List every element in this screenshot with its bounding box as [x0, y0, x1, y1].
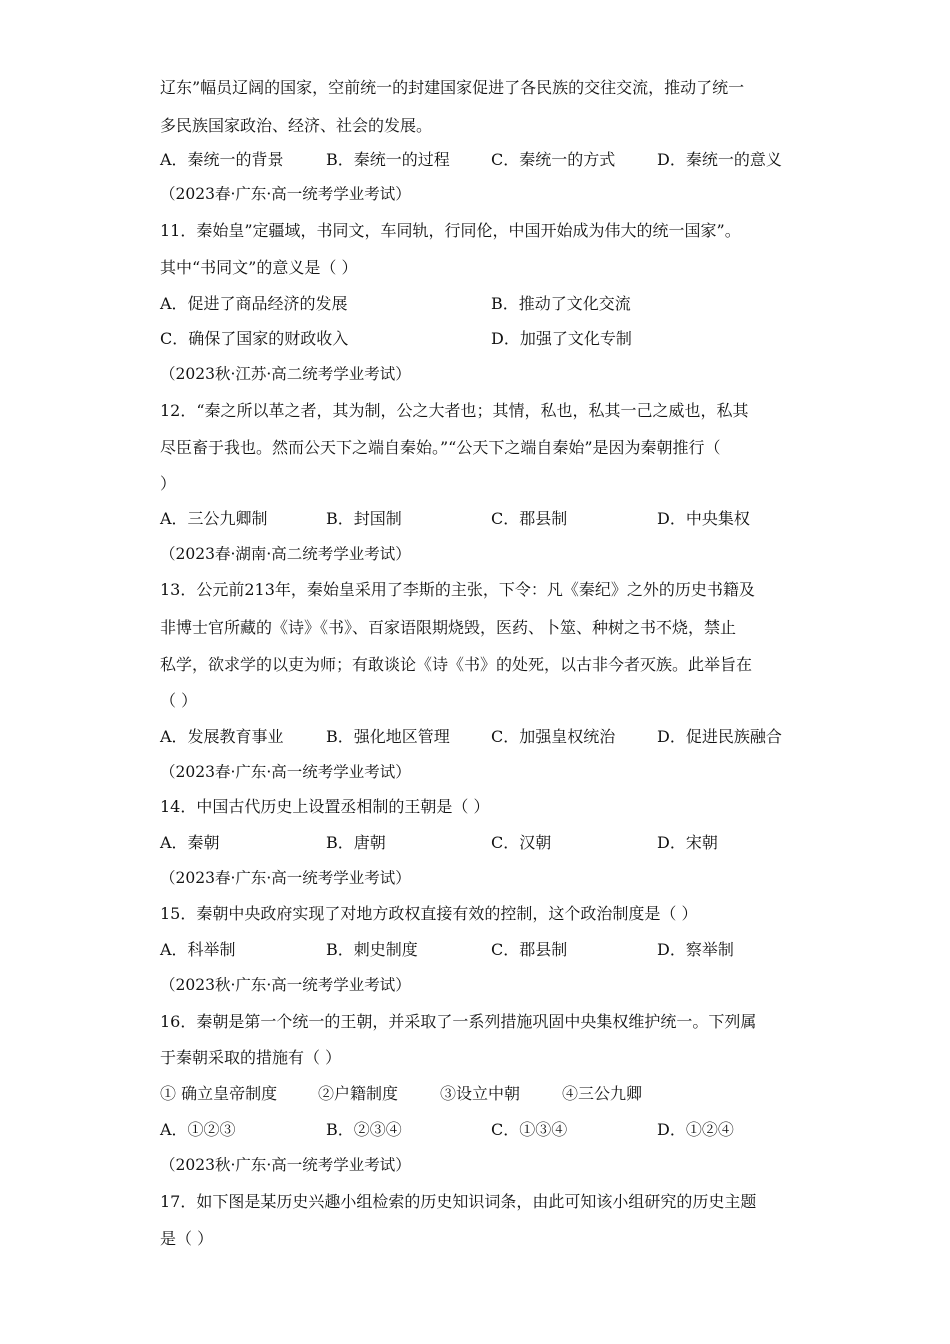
q16-option-d[interactable]: D．①②④: [657, 1120, 734, 1139]
q10-text-line-2: 多民族国家政治、经济、社会的发展。: [160, 116, 433, 135]
q16-item-3: ③设立中朝: [440, 1084, 521, 1103]
q12-text-line-3: ）: [160, 474, 177, 493]
q12-text-line-1: 12．“秦之所以革之者，其为制，公之大者也；其情，私也，私其一己之威也，私其: [160, 401, 749, 420]
q14-text-line-1: 14．中国古代历史上设置丞相制的王朝是（ ）: [160, 797, 490, 816]
q14-option-c[interactable]: C．汉朝: [491, 833, 552, 852]
q15-option-b[interactable]: B．刺史制度: [326, 940, 418, 959]
q14-source: （2023春·广东·高一统考学业考试）: [160, 763, 411, 781]
q10-text-line-1: 辽东”幅员辽阔的国家，空前统一的封建国家促进了各民族的交往交流，推动了统一: [160, 78, 745, 97]
q11-option-c[interactable]: C．确保了国家的财政收入: [160, 329, 349, 348]
q15-option-c[interactable]: C．郡县制: [491, 940, 568, 959]
q10-option-d[interactable]: D．秦统一的意义: [657, 150, 782, 169]
q17-text-line-2: 是（ ）: [160, 1229, 214, 1248]
q15-option-d[interactable]: D．察举制: [657, 940, 734, 959]
q16-option-c[interactable]: C．①③④: [491, 1120, 568, 1139]
q13-text-line-4: （ ）: [160, 691, 198, 710]
q10-option-a[interactable]: A．秦统一的背景: [160, 150, 284, 169]
q17-text-line-1: 17．如下图是某历史兴趣小组检索的历史知识词条，由此可知该小组研究的历史主题: [160, 1192, 757, 1211]
q13-option-a[interactable]: A．发展教育事业: [160, 727, 284, 746]
q14-option-d[interactable]: D．宋朝: [657, 833, 718, 852]
q11-source: （2023春·广东·高一统考学业考试）: [160, 185, 411, 203]
q12-option-b[interactable]: B．封国制: [326, 509, 402, 528]
q16-option-a[interactable]: A．①②③: [160, 1120, 236, 1139]
q14-option-a[interactable]: A．秦朝: [160, 833, 220, 852]
q13-option-d[interactable]: D．促进民族融合: [657, 727, 782, 746]
q10-option-c[interactable]: C．秦统一的方式: [491, 150, 616, 169]
q11-text-line-2: 其中“书同文”的意义是（ ）: [160, 258, 358, 277]
q16-item-1: ① 确立皇帝制度: [160, 1084, 278, 1103]
q14-option-b[interactable]: B．唐朝: [326, 833, 386, 852]
q13-option-c[interactable]: C．加强皇权统治: [491, 727, 616, 746]
q15-option-a[interactable]: A．科举制: [160, 940, 236, 959]
q13-text-line-2: 非博士官所藏的《诗》《书》、百家语限期烧毁，医药、卜筮、种树之书不烧，禁止: [160, 618, 737, 637]
q13-source: （2023春·湖南·高二统考学业考试）: [160, 545, 411, 563]
q11-option-b[interactable]: B．推动了文化交流: [491, 294, 631, 313]
q13-text-line-3: 私学，欲求学的以吏为师；有敢谈论《诗《书》的处死，以古非今者灭族。此举旨在: [160, 655, 753, 674]
q11-option-a[interactable]: A．促进了商品经济的发展: [160, 294, 348, 313]
q16-text-line-1: 16．秦朝是第一个统一的王朝，并采取了一系列措施巩固中央集权维护统一。下列属: [160, 1012, 757, 1031]
q16-item-2: ②户籍制度: [318, 1084, 399, 1103]
q17-source: （2023秋·广东·高一统考学业考试）: [160, 1156, 411, 1174]
q12-option-c[interactable]: C．郡县制: [491, 509, 568, 528]
q10-option-b[interactable]: B．秦统一的过程: [326, 150, 450, 169]
q12-source: （2023秋·江苏·高二统考学业考试）: [160, 365, 411, 383]
q12-text-line-2: 尽臣畜于我也。然而公天下之端自秦始。”“公天下之端自秦始”是因为秦朝推行（: [160, 438, 721, 457]
q11-option-d[interactable]: D．加强了文化专制: [491, 329, 632, 348]
q12-option-d[interactable]: D．中央集权: [657, 509, 750, 528]
q15-text-line-1: 15．秦朝中央政府实现了对地方政权直接有效的控制，这个政治制度是（ ）: [160, 904, 698, 923]
q16-text-line-2: 于秦朝采取的措施有（ ）: [160, 1048, 342, 1067]
q12-option-a[interactable]: A．三公九卿制: [160, 509, 268, 528]
q16-source: （2023秋·广东·高一统考学业考试）: [160, 976, 411, 994]
q16-option-b[interactable]: B．②③④: [326, 1120, 402, 1139]
q15-source: （2023春·广东·高一统考学业考试）: [160, 869, 411, 887]
q16-item-4: ④三公九卿: [562, 1084, 643, 1103]
q11-text-line-1: 11．秦始皇”定疆域，书同文，车同轨，行同伦，中国开始成为伟大的统一国家”。: [160, 221, 741, 240]
q13-text-line-1: 13．公元前213年，秦始皇采用了李斯的主张，下令：凡《秦纪》之外的历史书籍及: [160, 580, 755, 599]
q13-option-b[interactable]: B．强化地区管理: [326, 727, 450, 746]
